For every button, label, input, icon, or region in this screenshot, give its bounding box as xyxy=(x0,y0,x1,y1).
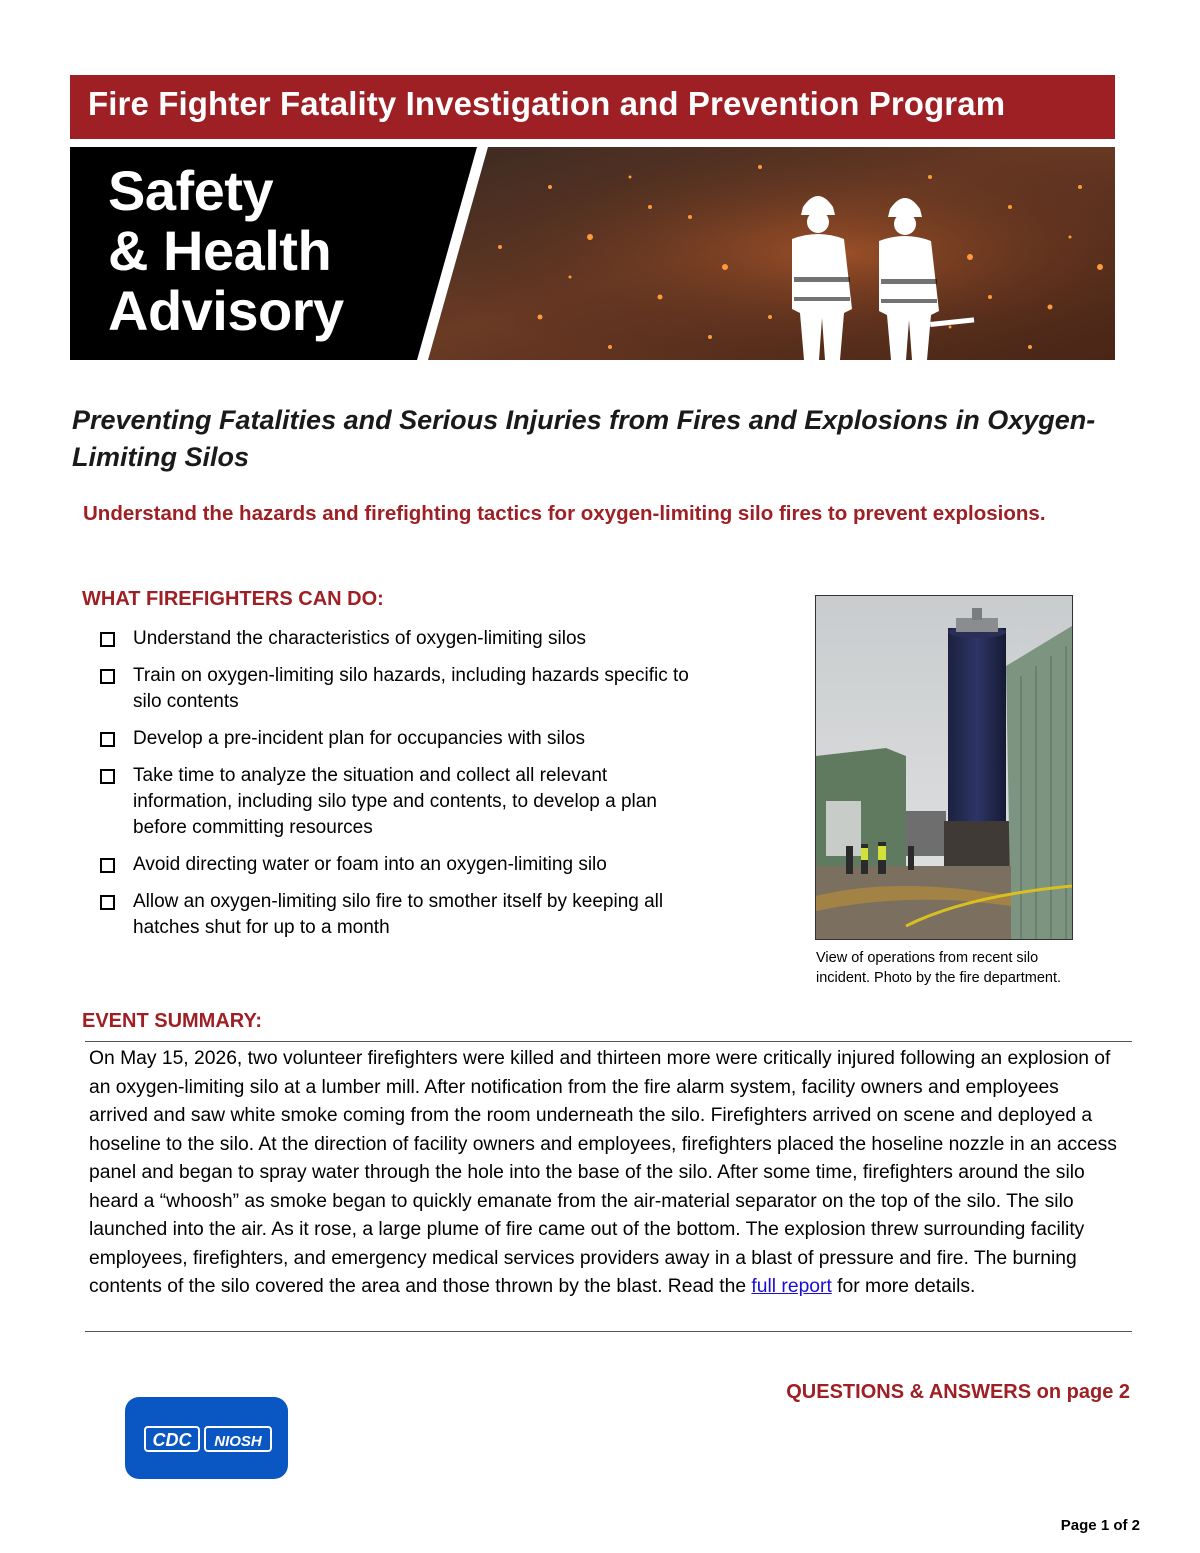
questions-answers-link[interactable]: QUESTIONS & ANSWERS on page 2 xyxy=(786,1381,1130,1403)
list-item xyxy=(97,626,697,652)
page-number: Page 1 of 2 xyxy=(1060,1517,1140,1534)
event-summary-text xyxy=(89,1045,1119,1302)
checkbox-icon xyxy=(100,732,115,747)
advisory-title-line: & Health xyxy=(108,219,332,282)
actions-heading: WHAT FIREFIGHTERS CAN DO: xyxy=(82,588,384,610)
summary-text-part: for more details. xyxy=(831,1276,976,1297)
logo-niosh-text: NIOSH xyxy=(214,1433,262,1450)
list-item xyxy=(97,852,697,878)
cdc-niosh-logo xyxy=(125,1397,288,1479)
summary-heading: EVENT SUMMARY: xyxy=(82,1010,262,1032)
list-item-text: Avoid directing water or foam into an oxygen-limiting silo xyxy=(133,854,607,875)
list-item xyxy=(97,663,697,715)
full-report-link[interactable]: full report xyxy=(751,1276,832,1297)
advisory-title-line: Advisory xyxy=(108,279,344,342)
summary-text-part: On May 15, 2026, two volunteer firefighters were killed and thirteen more were critically injured following an explosion of an oxygen-limiting silo at a lumber mill. After notification from the fire alarm system, facility owners and employees arrived and saw white smoke coming from the room underneath the silo. Firefighters arrived on scene and deployed a hoseline to the silo. At the direction of facility owners and employees, firefighters placed the hoseline nozzle in an access panel and began to spray water through the hole into the base of the silo. After some time, firefighters around the silo heard a “whoosh” as smoke began to quickly emanate from the air-material separator on the top of the silo. The silo launched into the air. As it rose, a large plume of fire came out of the bottom. The explosion threw surrounding facility employees, firefighters, and emergency medical services providers away in a blast of pressure and fire. The burning contents of the silo covered the area and those thrown by the blast. Read the xyxy=(89,1048,1117,1297)
cdc-niosh-logo-mark xyxy=(125,1397,288,1479)
list-item-text: Understand the characteristics of oxygen-limiting silos xyxy=(133,628,587,649)
actions-list xyxy=(97,626,697,952)
silo-incident-image xyxy=(816,596,1072,939)
checkbox-icon xyxy=(100,895,115,910)
checkbox-icon xyxy=(100,858,115,873)
page-title: Preventing Fatalities and Serious Injuries from Fires and Explosions in Oxygen-Limiting Silos xyxy=(72,405,1096,472)
checkbox-icon xyxy=(100,669,115,684)
summary-bottom-divider xyxy=(85,1331,1132,1332)
list-item-text: Allow an oxygen-limiting silo fire to smother itself by keeping all hatches shut for up to a month xyxy=(133,891,664,938)
summary-top-divider xyxy=(85,1041,1132,1042)
list-item xyxy=(97,763,697,841)
photo-caption: View of operations from recent silo incident. Photo by the fire department. xyxy=(816,950,1062,986)
advisory-title-line: Safety xyxy=(108,159,274,222)
list-item xyxy=(97,726,697,752)
checkbox-icon xyxy=(100,632,115,647)
page-subtitle: Understand the hazards and firefighting tactics for oxygen-limiting silo fires to prevent explosions. xyxy=(83,502,1046,525)
program-title: Fire Fighter Fatality Investigation and Prevention Program xyxy=(88,85,1006,122)
list-item-text: Take time to analyze the situation and collect all relevant information, including silo type and contents, to develop a plan before committing resources xyxy=(133,765,657,838)
logo-cdc-text: CDC xyxy=(152,1430,192,1450)
list-item xyxy=(97,889,697,941)
advisory-hero-banner xyxy=(70,147,1115,360)
list-item-text: Develop a pre-incident plan for occupancies with silos xyxy=(133,728,586,749)
advisory-title xyxy=(108,161,344,341)
program-banner xyxy=(70,75,1115,139)
silo-photo xyxy=(815,595,1073,940)
list-item-text: Train on oxygen-limiting silo hazards, including hazards specific to silo contents xyxy=(133,665,689,712)
checkbox-icon xyxy=(100,769,115,784)
